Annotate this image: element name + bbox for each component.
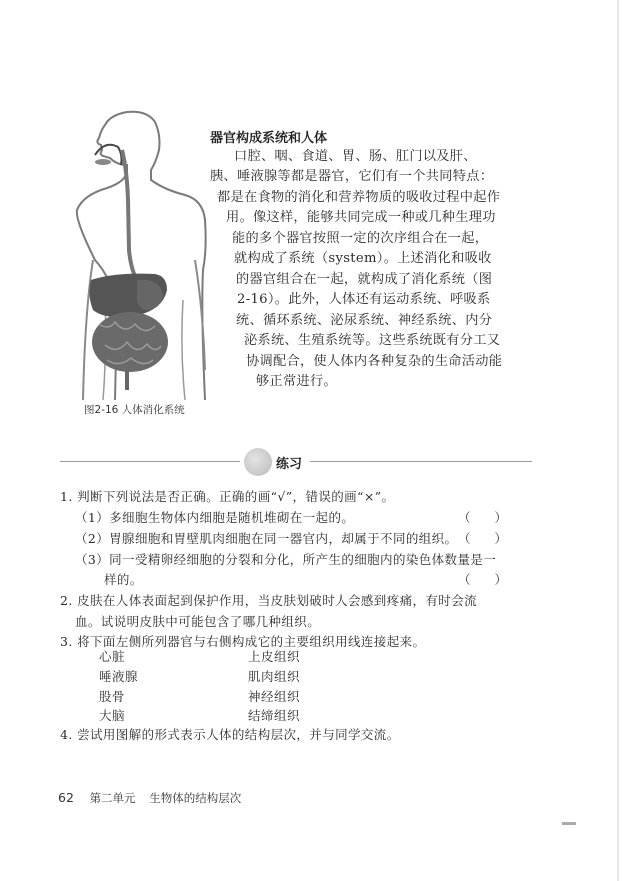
exercise-divider-left bbox=[60, 461, 240, 462]
body-text-line: 胰、唾液腺等都是器官，它们有一个共同特点： bbox=[210, 169, 494, 184]
organ-item[interactable]: 唾液腺 bbox=[99, 669, 139, 684]
body-text-line: 协调配合，使人体内各种复杂的生命活动能 bbox=[246, 354, 503, 369]
organ-item[interactable]: 心脏 bbox=[99, 649, 126, 664]
question-2-line-1: 2. 皮肤在人体表面起到保护作用，当皮肤划破时人会感到疼痛，有时会流 bbox=[60, 593, 478, 608]
body-text-line: 够正常进行。 bbox=[256, 374, 337, 389]
body-text-line: 口腔、咽、食道、胃、肠、肛门以及肝、 bbox=[234, 149, 477, 164]
organ-item[interactable]: 股骨 bbox=[99, 689, 126, 704]
answer-blank[interactable]: （ ） bbox=[458, 531, 517, 546]
question-1-item-2: （2）胃腺细胞和胃壁肌肉细胞在同一器官内，却属于不同的组织。 bbox=[75, 531, 458, 546]
exercise-title: 练习 bbox=[276, 457, 303, 472]
body-text-line: 泌系统、生殖系统等。这些系统既有分工又 bbox=[244, 333, 501, 348]
exercise-emblem-icon bbox=[244, 448, 272, 476]
body-text-line: 用。像这样，能够共同完成一种或几种生理功 bbox=[226, 210, 496, 225]
body-text-line: 就构成了系统（system）。上述消化和吸收 bbox=[234, 251, 492, 266]
answer-blank[interactable]: （ ） bbox=[458, 510, 517, 525]
question-4: 4. 尝试用图解的形式表示人体的结构层次，并与同学交流。 bbox=[60, 727, 400, 742]
figure-caption: 图2-16 人体消化系统 bbox=[84, 404, 185, 416]
question-1-item-1: （1）多细胞生物体内细胞是随机堆砌在一起的。 bbox=[75, 510, 355, 525]
question-3: 3. 将下面左侧所列器官与右侧构成它的主要组织用线连接起来。 bbox=[60, 634, 426, 649]
tissue-item[interactable]: 结缔组织 bbox=[248, 708, 301, 723]
organ-item[interactable]: 大脑 bbox=[99, 708, 126, 723]
question-1-item-3-cont: 样的。 bbox=[104, 572, 143, 587]
answer-blank[interactable]: （ ） bbox=[458, 572, 517, 587]
human-body-digestive-illustration bbox=[55, 110, 230, 400]
page-edge bbox=[617, 0, 619, 881]
digestive-system-figure bbox=[55, 110, 230, 400]
scan-artifact bbox=[562, 822, 576, 825]
tissue-item[interactable]: 神经组织 bbox=[248, 689, 301, 704]
body-text-line: 都是在食物的消化和营养物质的吸收过程中起作 bbox=[217, 190, 501, 205]
question-1-item-3: （3）同一受精卵经细胞的分裂和分化，所产生的细胞内的染色体数量是一 bbox=[75, 552, 497, 567]
unit-label: 第二单元 bbox=[89, 791, 136, 805]
body-text-line: 统、循环系统、泌尿系统、神经系统、内分 bbox=[236, 313, 493, 328]
exercise-divider-right bbox=[310, 461, 532, 462]
tissue-item[interactable]: 肌肉组织 bbox=[248, 669, 301, 684]
tissue-item[interactable]: 上皮组织 bbox=[248, 649, 301, 664]
body-text-line: 的器官组合在一起，就构成了消化系统（图 bbox=[236, 272, 493, 287]
page-footer bbox=[58, 790, 241, 806]
question-2-line-2: 血。试说明皮肤中可能包含了哪几种组织。 bbox=[75, 614, 321, 629]
body-text-line: 能的多个器官按照一定的次序组合在一起， bbox=[232, 231, 489, 246]
section-title: 器官构成系统和人体 bbox=[210, 131, 328, 146]
body-text-line: 2-16）。此外，人体还有运动系统、呼吸系 bbox=[237, 292, 491, 307]
chapter-label: 生物体的结构层次 bbox=[149, 791, 242, 805]
question-1: 1. 判断下列说法是否正确。正确的画“√”，错误的画“×”。 bbox=[60, 489, 395, 504]
page-number: 62 bbox=[58, 790, 74, 805]
